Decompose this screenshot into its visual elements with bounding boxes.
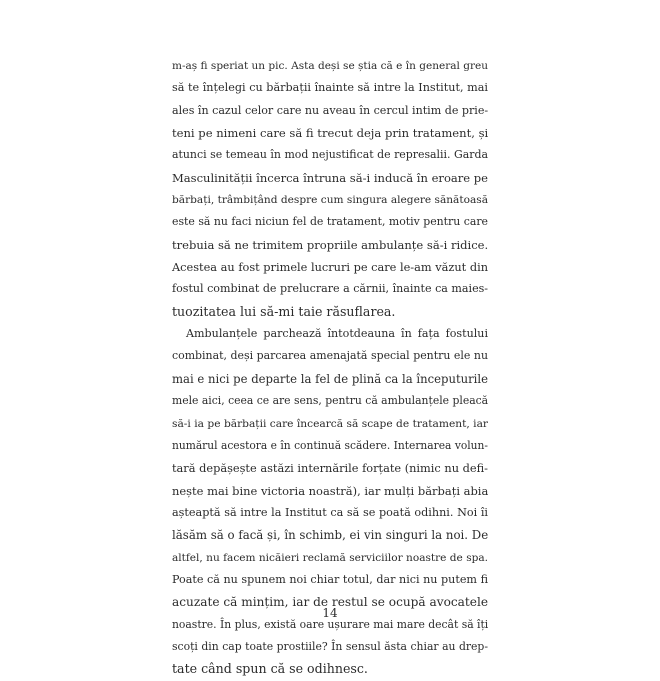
text-line: altfel, nu facem nicăieri reclamă serviciilor noastre de spa.: [172, 551, 488, 564]
text-line: ales în cazul celor care nu aveau în cercul intim de prie-: [172, 103, 489, 117]
text-line: bărbați, trâmbițând despre cum singura alegere sănătoasă: [172, 194, 489, 207]
text-line: lăsăm să o facă și, în schimb, ei vin singuri la noi. De: [172, 528, 489, 543]
text-line: scoți din cap toate prostiile? În sensul ăsta chiar au drep-: [172, 639, 488, 653]
text-line: noastre. În plus, există oare ușurare mai mare decât să îți: [172, 617, 489, 631]
text-line: Ambulanțele parchează întotdeauna în fața fostului: [186, 327, 488, 341]
text-line: tară depășește astăzi internările forțate (nimic nu defi-: [172, 461, 488, 476]
text-line: mai e nici pe departe la fel de plină ca la începuturile: [172, 371, 488, 386]
text-line: atunci se temeau în mod nejustificat de represalii. Garda: [172, 148, 488, 162]
text-line: Poate că nu spunem noi chiar totul, dar nici nu putem fi: [172, 572, 488, 586]
text-line: fostul combinat de prelucrare a cărnii, înainte ca maies-: [172, 282, 489, 296]
text-line: combinat, deși parcarea amenajată special pentru ele nu: [172, 349, 488, 363]
text-line: Masculinității încerca întruna să-i inducă în eroare pe: [172, 170, 488, 185]
text-line: mele aici, ceea ce are sens, pentru că ambulanțele pleacă: [172, 394, 489, 408]
text-line: nește mai bine victoria noastră), iar mulți bărbați abia: [172, 483, 489, 498]
text-line: așteaptă să intre la Institut ca să se poată odihni. Noi îi: [172, 505, 488, 519]
text-line: este să nu faci niciun fel de tratament, motiv pentru care: [172, 215, 488, 229]
page-number: 14: [322, 606, 338, 620]
text-line: trebuia să ne trimitem propriile ambulanțe să-i ridice.: [172, 237, 489, 252]
text-line: Acestea au fost primele lucruri pe care le-am văzut din: [172, 260, 488, 275]
text-line: numărul acestora e în continuă scădere. Internarea volun-: [172, 438, 488, 452]
text-line: să-i ia pe bărbații care încearcă să scape de tratament, iar: [172, 416, 488, 430]
text-line: teni pe nimeni care să fi trecut deja prin tratament, și: [172, 126, 489, 141]
text-line: tuozitatea lui să-mi taie răsuflarea.: [172, 303, 396, 319]
text-line: acuzate că mințim, iar de restul se ocupă avocatele: [172, 595, 489, 610]
text-line: m-aș fi speriat un pic. Asta deși se știa că e în general greu: [172, 60, 488, 72]
text-line: tate când spun că se odihnesc.: [172, 661, 368, 677]
body-text: [172, 55, 488, 681]
text-line: să te înțelegi cu bărbații înainte să intre la Institut, mai: [172, 81, 488, 95]
